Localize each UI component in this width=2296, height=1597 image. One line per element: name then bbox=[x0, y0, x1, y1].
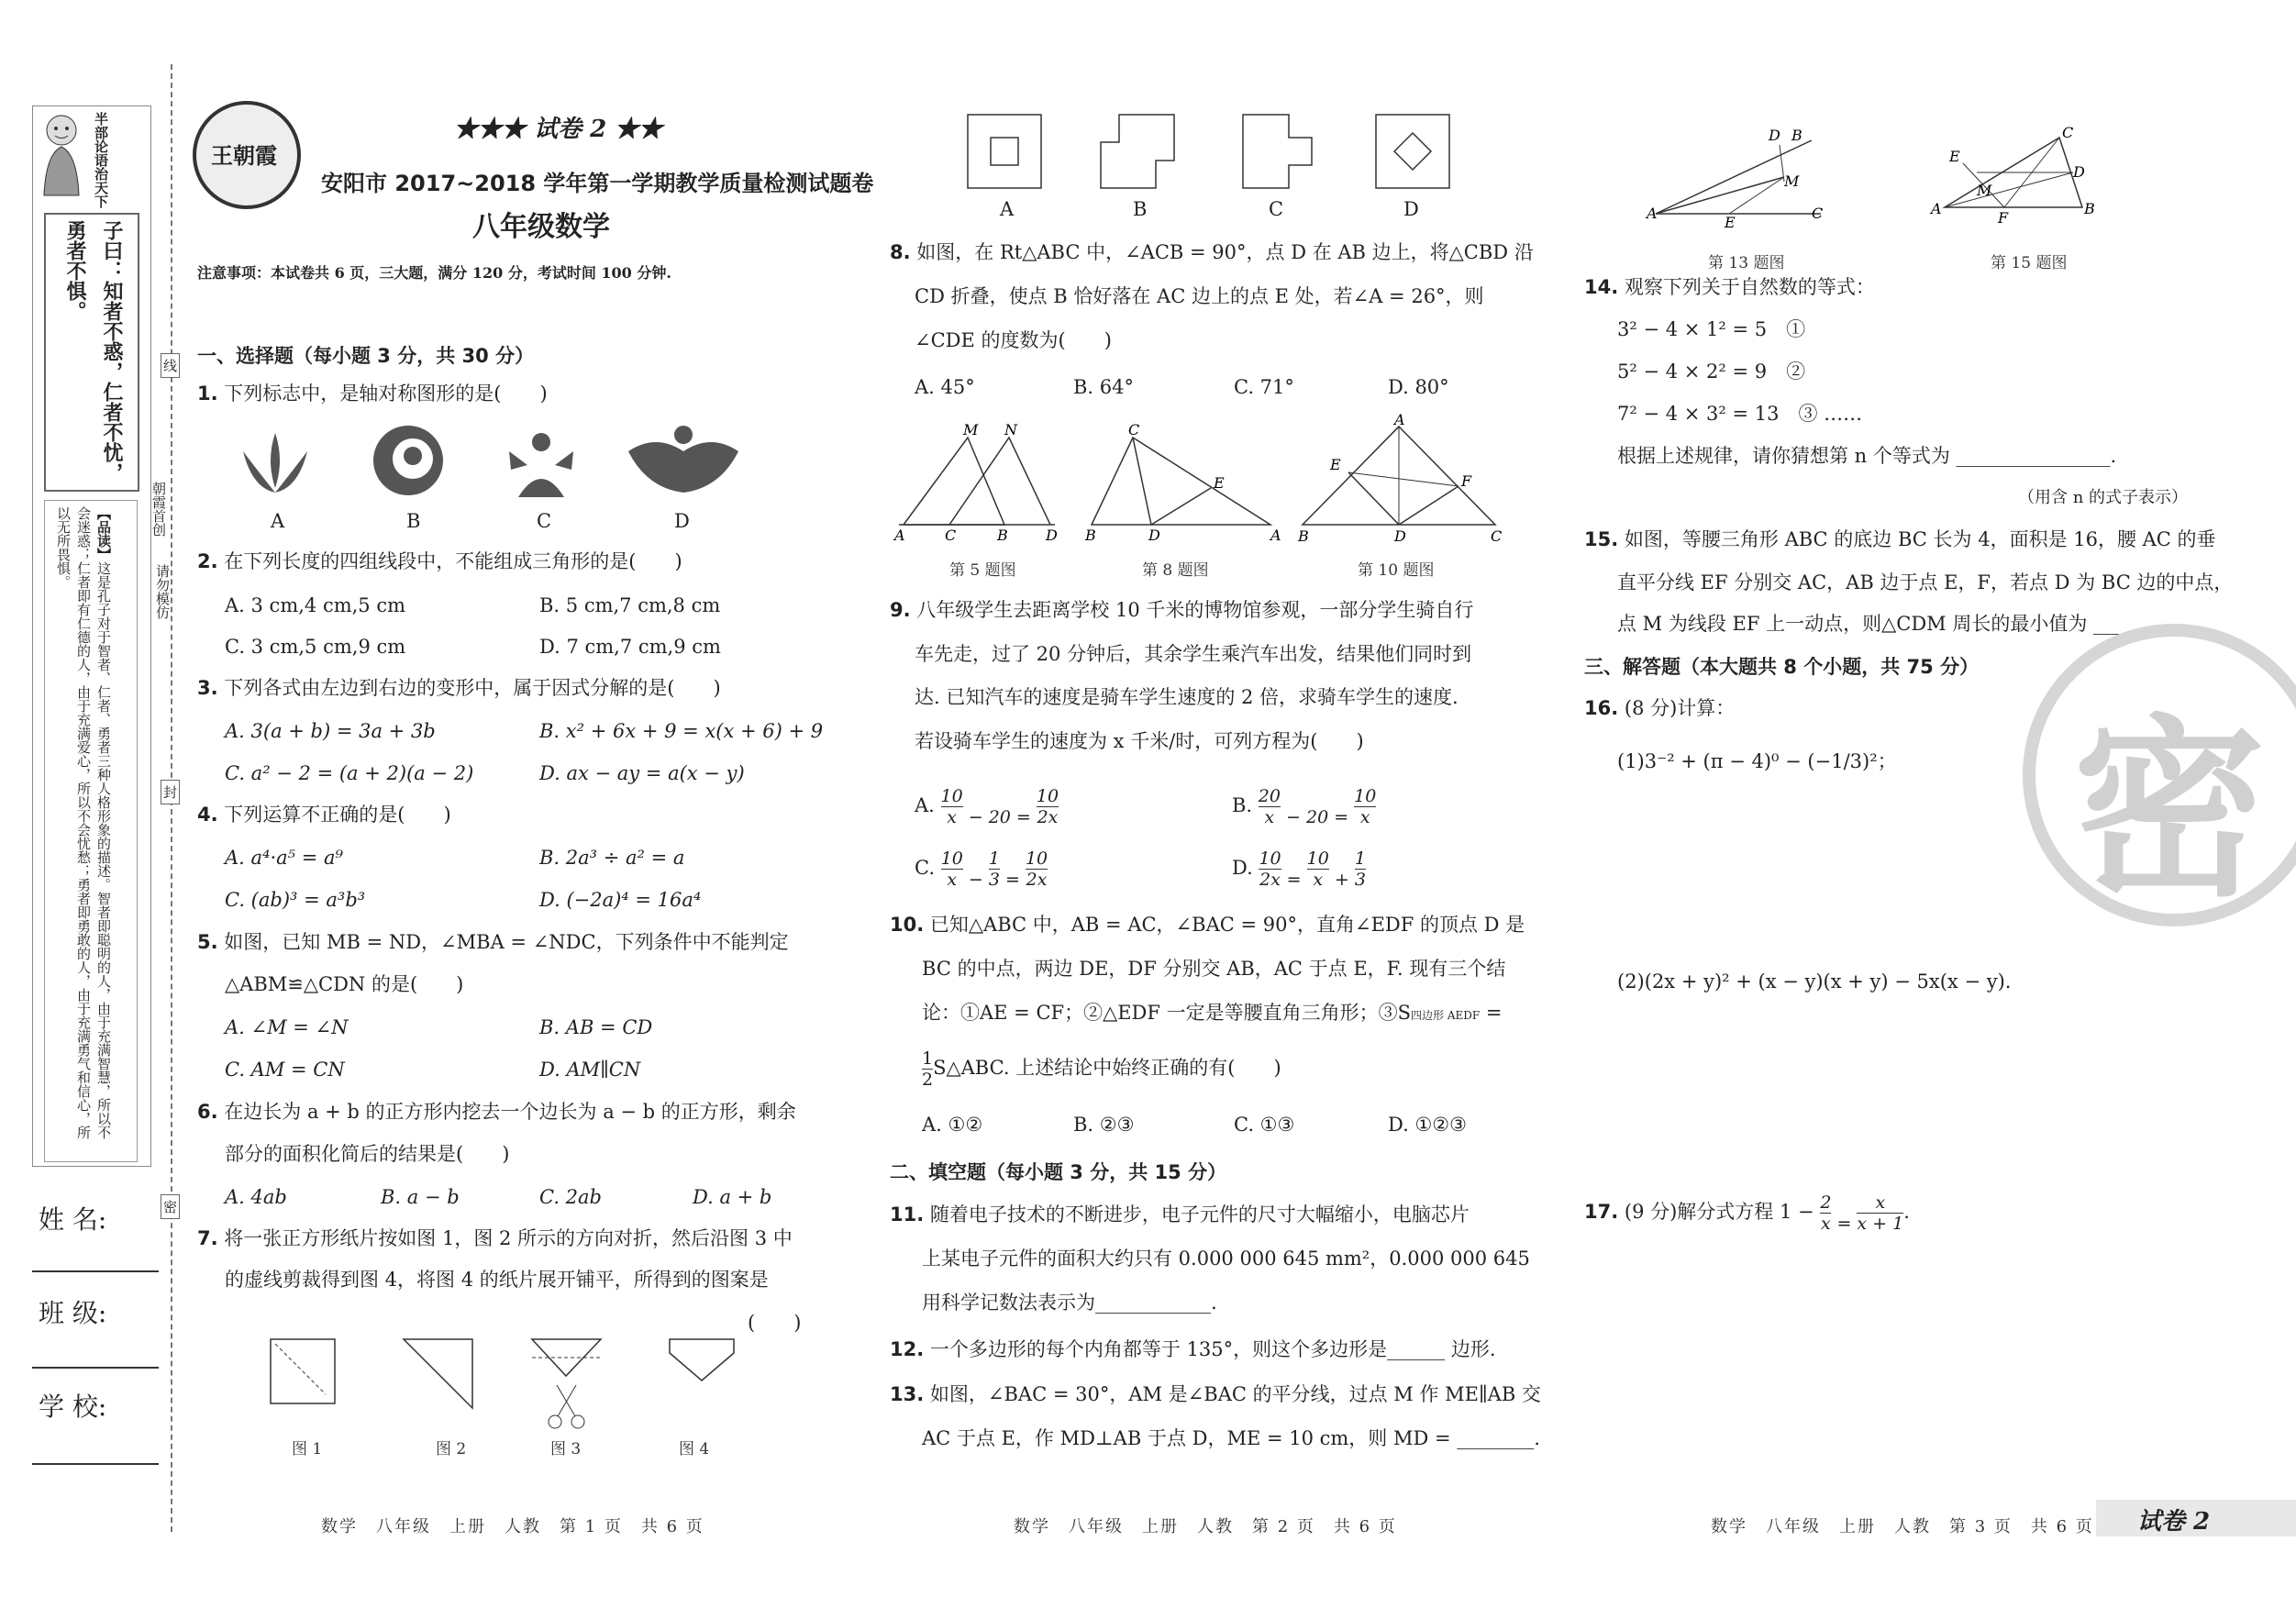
q7-line1 bbox=[197, 1225, 793, 1252]
cut-mark-2: 封 bbox=[161, 780, 180, 804]
q15-line2: 直平分线 EF 分别交 AC，AB 边于点 E，F，若点 D 为 BC 边的中点， bbox=[1617, 571, 2234, 593]
fig13-caption: 第 13 题图 bbox=[1708, 254, 1785, 272]
q14-eq1: 3² − 4 × 1² = 5 ① bbox=[1617, 318, 1806, 340]
q7-figures bbox=[266, 1335, 761, 1436]
q10-text1: 已知△ABC 中，AB = AC，∠BAC = 90°，直角∠EDF 的顶点 D 是 bbox=[929, 914, 1525, 936]
q13-num: 13. bbox=[890, 1383, 925, 1405]
q8-option-d: D. 80° bbox=[1388, 376, 1449, 398]
q4-text: 下列运算不正确的是( ) bbox=[224, 804, 451, 826]
sidebar-motto-small: 半部论语治天下 bbox=[93, 112, 109, 208]
q9-line2: 车先走，过了 20 分钟后，其余学生乘汽车出发，结果他们同时到 bbox=[915, 643, 1472, 665]
q9-b-formula: 20 x − 20 = 10 x bbox=[1258, 786, 1377, 827]
q10-text4: S△ABC. 上述结论中始终正确的有( ) bbox=[933, 1057, 1281, 1079]
fig13-diagram bbox=[1647, 127, 1839, 231]
series-label bbox=[454, 110, 662, 144]
q9-c-label: C. bbox=[915, 857, 935, 879]
q16-text: (8 分)计算： bbox=[1624, 697, 1736, 719]
q10-text3b: 四边形 AEDF bbox=[1411, 1009, 1481, 1022]
q5-option-c: C. AM = CN bbox=[225, 1059, 345, 1081]
q14-hint: （用含 n 的式子表示） bbox=[2018, 488, 2189, 507]
reading-text: 这是孔子对于智者、仁者、勇者三种人格形象的描述。智者即聪明的人，由于充满智慧，所以不会迷惑；仁者即有仁德的人，由于充满爱心，所以不会忧愁；勇者即勇敢的人，由于充满勇气和信心，所以无所畏惧。 bbox=[55, 506, 112, 1139]
q3-option-b: B. x² + 6x + 9 = x(x + 6) + 9 bbox=[539, 720, 824, 742]
q7-text1: 将一张正方形纸片按如图 1，图 2 所示的方向对折，然后沿图 3 中 bbox=[224, 1227, 793, 1249]
q17-text: (9 分)解分式方程 1 − bbox=[1624, 1201, 1814, 1223]
seal-stamp-text: 密 bbox=[2073, 698, 2267, 923]
q9-line1 bbox=[890, 596, 1473, 624]
q5-option-a: A. ∠M = ∠N bbox=[225, 1016, 349, 1038]
fig10-caption: 第 10 题图 bbox=[1358, 561, 1435, 580]
q12-text: 一个多边形的每个内角都等于 135°，则这个多边形是______ 边形. bbox=[929, 1338, 1496, 1360]
q11-text1: 随着电子技术的不断进步，电子元件的尺寸大幅缩小，电脑芯片 bbox=[929, 1203, 1470, 1225]
q14-num: 14. bbox=[1584, 276, 1619, 298]
fig10-diagram bbox=[1293, 411, 1504, 546]
q10-option-d: D. ①②③ bbox=[1388, 1114, 1467, 1136]
q17-num: 17. bbox=[1584, 1201, 1619, 1223]
footer-page3: 数学 八年级 上册 人教 第 3 页 共 6 页 bbox=[1711, 1517, 2094, 1536]
q2-text: 在下列长度的四组线段中，不能组成三角形的是( ) bbox=[224, 550, 682, 572]
svg-text:D: D bbox=[1148, 527, 1160, 544]
q1-label-d: D bbox=[674, 510, 690, 532]
q3-option-a: A. 3(a + b) = 3a + 3b bbox=[225, 720, 436, 742]
q1 bbox=[197, 380, 548, 407]
q2-option-d: D. 7 cm,7 cm,9 cm bbox=[539, 636, 721, 658]
q17-formula: 2 x = x x + 1 bbox=[1820, 1192, 1904, 1234]
q4-option-a: A. a⁴·a⁵ = a⁹ bbox=[225, 847, 343, 869]
svg-text:B: B bbox=[1298, 527, 1309, 545]
q9-b-label: B. bbox=[1232, 794, 1253, 816]
q7-fig2-label: 图 2 bbox=[436, 1440, 467, 1458]
fig5-diagram bbox=[894, 421, 1059, 544]
school-label: 学 校: bbox=[39, 1392, 107, 1422]
svg-text:E: E bbox=[1725, 214, 1736, 231]
q10-line4 bbox=[922, 1048, 1281, 1090]
q10-half-frac: 1 2 bbox=[922, 1048, 934, 1090]
q14-eq3: 7² − 4 × 3² = 13 ③ …… bbox=[1617, 403, 1863, 425]
q6-option-c: C. 2ab bbox=[539, 1186, 602, 1208]
q2 bbox=[197, 548, 682, 575]
q6-option-d: D. a + b bbox=[693, 1186, 772, 1208]
q8-option-c: C. 71° bbox=[1234, 376, 1294, 398]
exam-title: 安阳市 2017~2018 学年第一学期教学质量检测试题卷 bbox=[321, 171, 874, 196]
q9-d-formula: 10 2x = 10 x + 1 3 bbox=[1259, 848, 1366, 890]
q1-logos bbox=[225, 415, 748, 506]
svg-text:D: D bbox=[1769, 127, 1780, 144]
q9-d-label: D. bbox=[1232, 857, 1253, 879]
logo-b-icon bbox=[373, 426, 443, 495]
logo-text: 王朝霞 bbox=[211, 142, 277, 169]
q7-num: 7. bbox=[197, 1227, 218, 1249]
sidebar-motto-quote: 子曰：知者不惑，仁者不忧，勇者不惧。 bbox=[63, 220, 124, 482]
q11-line2: 上某电子元件的面积大约只有 0.000 000 645 mm²，0.000 000 645 bbox=[922, 1248, 1530, 1270]
q7-opt-a: A bbox=[1000, 198, 1015, 220]
q5-num: 5. bbox=[197, 931, 218, 953]
q4-option-c: C. (ab)³ = a³b³ bbox=[225, 889, 366, 911]
svg-text:M: M bbox=[1977, 182, 1992, 199]
q7-line2: 的虚线剪裁得到图 4，将图 4 的纸片展开铺平，所得到的图案是 bbox=[225, 1269, 769, 1291]
svg-text:E: E bbox=[1214, 474, 1225, 492]
q16-part1: (1)3⁻² + (π − 4)⁰ − (−1/3)²； bbox=[1617, 750, 1897, 772]
q6-option-a: A. 4ab bbox=[225, 1186, 287, 1208]
q10-line3 bbox=[922, 999, 1503, 1029]
reading-label: 【品读】 bbox=[95, 506, 112, 561]
svg-text:A: A bbox=[894, 527, 905, 544]
logo-a-icon bbox=[243, 433, 307, 493]
svg-text:D: D bbox=[1394, 527, 1406, 545]
q14-text: 观察下列关于自然数的等式： bbox=[1624, 276, 1875, 298]
q4-option-d: D. (−2a)⁴ = 16a⁴ bbox=[539, 889, 702, 911]
scissors-icon bbox=[549, 1385, 584, 1428]
q9-option-a bbox=[915, 786, 1059, 827]
q7-fig1-label: 图 1 bbox=[292, 1440, 323, 1458]
q13-line1 bbox=[890, 1381, 1541, 1408]
svg-text:F: F bbox=[1998, 209, 2009, 227]
q17-end: . bbox=[1903, 1201, 1910, 1223]
fig8-caption: 第 8 题图 bbox=[1142, 561, 1209, 580]
q7-paren: ( ) bbox=[748, 1312, 802, 1334]
name-field-line[interactable] bbox=[32, 1270, 159, 1272]
cut-mark-3: 密 bbox=[161, 1194, 180, 1219]
q5-text1: 如图，已知 MB = ND，∠MBA = ∠NDC，下列条件中不能判定 bbox=[224, 931, 789, 953]
q13-line2: AC 于点 E，作 MD⊥AB 于点 D，ME = 10 cm，则 MD = ________. bbox=[922, 1427, 1540, 1449]
slogan-1: 朝霞首创 bbox=[150, 482, 167, 537]
q3-option-d: D. ax − ay = a(x − y) bbox=[539, 762, 745, 784]
svg-text:B: B bbox=[997, 527, 1008, 544]
svg-text:A: A bbox=[1931, 200, 1942, 217]
svg-text:C: C bbox=[1491, 527, 1503, 545]
q12-num: 12. bbox=[890, 1338, 925, 1360]
q5-option-d: D. AM∥CN bbox=[539, 1059, 641, 1081]
q1-num: 1. bbox=[197, 383, 218, 405]
q14-eq2: 5² − 4 × 2² = 9 ② bbox=[1617, 360, 1806, 383]
q1-label-a: A bbox=[271, 510, 285, 532]
q8-option-a: A. 45° bbox=[915, 376, 975, 398]
cut-mark-1: 线 bbox=[161, 353, 180, 378]
q10-text3: 论：①AE = CF；②△EDF 一定是等腰直角三角形；③S bbox=[922, 1002, 1412, 1024]
svg-text:A: A bbox=[1270, 527, 1281, 544]
q11-num: 11. bbox=[890, 1203, 925, 1225]
q7-opt-d: D bbox=[1403, 198, 1419, 220]
svg-text:F: F bbox=[1461, 472, 1472, 490]
q2-option-b: B. 5 cm,7 cm,8 cm bbox=[539, 594, 721, 616]
q13-text1: 如图，∠BAC = 30°，AM 是∠BAC 的平分线，过点 M 作 ME∥AB 交 bbox=[929, 1383, 1541, 1405]
q6-option-b: B. a − b bbox=[381, 1186, 460, 1208]
q8-text1: 如图，在 Rt△ABC 中，∠ACB = 90°，点 D 在 AB 边上，将△CBD 沿 bbox=[916, 241, 1534, 263]
q9-text1: 八年级学生去距离学校 10 千米的博物馆参观，一部分学生骑自行 bbox=[916, 599, 1474, 621]
svg-text:C: C bbox=[2062, 124, 2074, 141]
q6-num: 6. bbox=[197, 1101, 218, 1123]
subject-title: 八年级数学 bbox=[472, 211, 610, 243]
star-icon: ★★ bbox=[615, 116, 663, 143]
q12 bbox=[890, 1336, 1496, 1363]
q10-option-b: B. ②③ bbox=[1073, 1114, 1135, 1136]
q9-c-formula: 10 x − 1 3 = 10 2x bbox=[940, 848, 1048, 890]
q10-option-c: C. ①③ bbox=[1234, 1114, 1295, 1136]
school-field-line[interactable] bbox=[32, 1463, 159, 1465]
star-icon: ★★★ bbox=[454, 116, 527, 143]
logo-d-icon bbox=[628, 426, 738, 493]
q5-option-b: B. AB = CD bbox=[539, 1016, 653, 1038]
svg-text:C: C bbox=[1812, 205, 1824, 222]
q10-num: 10. bbox=[890, 914, 925, 936]
q4 bbox=[197, 801, 451, 828]
q9-a-label: A. bbox=[915, 794, 935, 816]
q11-line1 bbox=[890, 1201, 1470, 1228]
class-field-line[interactable] bbox=[32, 1367, 159, 1369]
svg-text:N: N bbox=[1004, 421, 1017, 438]
q6-line1 bbox=[197, 1098, 796, 1126]
logo-c-icon bbox=[509, 433, 573, 497]
q8-line1 bbox=[890, 238, 1534, 266]
fig15-caption: 第 15 题图 bbox=[1991, 254, 2068, 272]
q9-option-d bbox=[1232, 848, 1366, 890]
q16 bbox=[1584, 694, 1735, 722]
q16-part2: (2)(2x + y)² + (x − y)(x + y) − 5x(x − y). bbox=[1617, 970, 2012, 993]
q8-num: 8. bbox=[890, 241, 911, 263]
q9-option-b bbox=[1232, 786, 1376, 827]
q9-num: 9. bbox=[890, 599, 911, 621]
svg-text:A: A bbox=[1394, 411, 1405, 428]
q7-fig4-label: 图 4 bbox=[679, 1440, 710, 1458]
footer-tag: 试卷 2 bbox=[2137, 1508, 2211, 1536]
q3 bbox=[197, 674, 721, 702]
slogan-2: 请勿模仿 bbox=[154, 564, 171, 619]
svg-text:C: C bbox=[1128, 421, 1140, 438]
q6-line2: 部分的面积化简后的结果是( ) bbox=[225, 1143, 510, 1165]
q15-text1: 如图，等腰三角形 ABC 的底边 BC 长为 4，面积是 16，腰 AC 的垂 bbox=[1624, 528, 2216, 550]
q8-option-b: B. 64° bbox=[1073, 376, 1135, 398]
q2-num: 2. bbox=[197, 550, 218, 572]
q5-line1 bbox=[197, 928, 789, 956]
q10-option-a: A. ①② bbox=[922, 1114, 983, 1136]
q9-line4: 若设骑车学生的速度为 x 千米/时，可列方程为( ) bbox=[915, 730, 1364, 752]
q7-fig3-label: 图 3 bbox=[550, 1440, 582, 1458]
fig8-diagram bbox=[1082, 421, 1284, 544]
notice: 注意事项：本试卷共 6 页，三大题，满分 120 分，考试时间 100 分钟. bbox=[197, 264, 671, 282]
q9-line3: 达. 已知汽车的速度是骑车学生速度的 2 倍，求骑车学生的速度. bbox=[915, 686, 1459, 708]
scholar-icon bbox=[35, 108, 88, 200]
section1-title: 一、选择题（每小题 3 分，共 30 分） bbox=[197, 345, 535, 367]
q6-text1: 在边长为 a + b 的正方形内挖去一个边长为 a − b 的正方形，剩余 bbox=[224, 1101, 796, 1123]
q15-line1 bbox=[1584, 526, 2216, 553]
sidebar-mascot bbox=[35, 108, 88, 200]
q4-num: 4. bbox=[197, 804, 218, 826]
footer-page1: 数学 八年级 上册 人教 第 1 页 共 6 页 bbox=[321, 1517, 704, 1536]
q1-label-c: C bbox=[537, 510, 552, 532]
svg-text:C: C bbox=[945, 527, 957, 544]
svg-text:B: B bbox=[1791, 127, 1802, 144]
q7-opt-b: B bbox=[1133, 198, 1148, 220]
svg-text:E: E bbox=[1949, 148, 1960, 165]
q4-option-b: B. 2a³ ÷ a² = a bbox=[539, 847, 685, 869]
q2-option-c: C. 3 cm,5 cm,9 cm bbox=[225, 636, 406, 658]
series-text: 试卷 2 bbox=[534, 116, 607, 143]
fig15-diagram bbox=[1926, 124, 2110, 227]
svg-text:E: E bbox=[1330, 456, 1341, 473]
q5-line2: △ABM≌△CDN 的是( ) bbox=[225, 973, 464, 995]
q8-line2: CD 折叠，使点 B 恰好落在 AC 边上的点 E 处，若∠A = 26°，则 bbox=[915, 285, 1484, 307]
q14 bbox=[1584, 273, 1875, 301]
q3-num: 3. bbox=[197, 677, 218, 699]
svg-text:B: B bbox=[1085, 527, 1096, 544]
svg-text:M: M bbox=[963, 421, 979, 438]
q15-line3: 点 M 为线段 EF 上一动点，则△CDM 周长的最小值为 ________. bbox=[1617, 613, 2177, 635]
q8-line3: ∠CDE 的度数为( ) bbox=[915, 329, 1112, 351]
q7-opt-c: C bbox=[1269, 198, 1284, 220]
q7-option-figures bbox=[968, 110, 1459, 193]
svg-text:B: B bbox=[2084, 200, 2095, 217]
q3-text: 下列各式由左边到右边的变形中，属于因式分解的是( ) bbox=[224, 677, 721, 699]
q15-num: 15. bbox=[1584, 528, 1619, 550]
q2-option-a: A. 3 cm,4 cm,5 cm bbox=[225, 594, 405, 616]
q10-text3c: = bbox=[1480, 1002, 1503, 1024]
svg-text:A: A bbox=[1647, 205, 1658, 222]
q10-line1 bbox=[890, 911, 1525, 938]
section2-title: 二、填空题（每小题 3 分，共 15 分） bbox=[890, 1161, 1227, 1183]
q16-num: 16. bbox=[1584, 697, 1619, 719]
svg-text:D: D bbox=[2073, 163, 2085, 181]
name-label: 姓 名: bbox=[39, 1204, 107, 1235]
q10-line2: BC 的中点，两边 DE，DF 分别交 AB，AC 于点 E，F. 现有三个结 bbox=[922, 958, 1506, 980]
q9-a-formula: 10 x − 20 = 10 2x bbox=[940, 786, 1059, 827]
q9-option-c bbox=[915, 848, 1048, 890]
q14-guess: 根据上述规律，请你猜想第 n 个等式为 ________________. bbox=[1617, 445, 2117, 467]
q11-line3: 用科学记数法表示为____________. bbox=[922, 1292, 1217, 1314]
q17 bbox=[1584, 1192, 1910, 1234]
svg-text:D: D bbox=[1046, 527, 1058, 544]
fig5-caption: 第 5 题图 bbox=[949, 561, 1016, 580]
footer-page2: 数学 八年级 上册 人教 第 2 页 共 6 页 bbox=[1014, 1517, 1397, 1536]
section3-title: 三、解答题（本大题共 8 个小题，共 75 分） bbox=[1584, 656, 1980, 678]
q1-label-b: B bbox=[406, 510, 421, 532]
q3-option-c: C. a² − 2 = (a + 2)(a − 2) bbox=[225, 762, 474, 784]
class-label: 班 级: bbox=[39, 1298, 107, 1328]
svg-text:M: M bbox=[1784, 172, 1800, 190]
sidebar-reading bbox=[53, 506, 114, 1148]
q1-text: 下列标志中，是轴对称图形的是( ) bbox=[224, 383, 548, 405]
